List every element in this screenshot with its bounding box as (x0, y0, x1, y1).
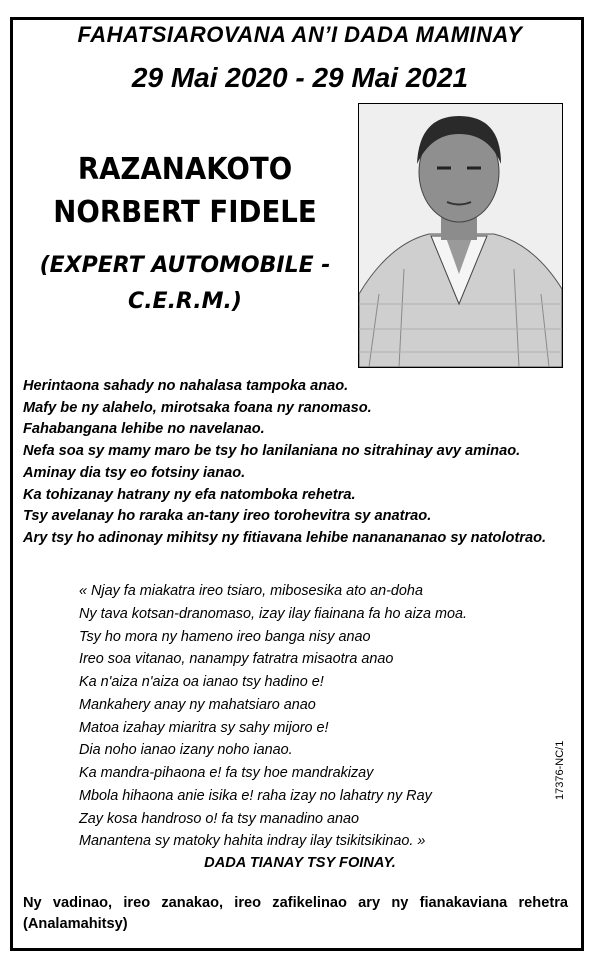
name-line-2: NORBERT FIDELE (53, 195, 317, 230)
poem-line: Mankahery anay ny mahatsiaro anao (79, 696, 316, 713)
deceased-name (33, 148, 337, 234)
intro-line: Tsy avelanay ho raraka an-tany ireo torohevitra sy anatrao. (23, 508, 432, 525)
poem-line: Zay kosa handroso o! fa tsy manadino anao (79, 810, 359, 827)
portrait-icon (359, 104, 562, 367)
poem-line: « Njay fa miakatra ireo tsiaro, mibosesika ato an-doha (79, 583, 423, 599)
portrait-photo (358, 103, 563, 368)
notice-dates: 29 Mai 2020 - 29 Mai 2021 (131, 62, 469, 93)
reference-code: 17376-NC/1 (554, 740, 566, 800)
intro-text (23, 376, 583, 550)
name-line-1: RAZANAKOTO (77, 152, 293, 187)
intro-line: Nefa soa sy mamy maro be tsy ho lanilaniana no sitrahinay avy aminao. (23, 443, 521, 460)
family-signature: Ny vadinao, ireo zanakao, ireo zafikelinao ary ny fianakaviana rehetra (Analamahitsy) (23, 895, 568, 932)
poem-line: Matoa izahay miaritra sy sahy mijoro e! (79, 719, 329, 736)
poem-line: Dia noho ianao izany noho ianao. (79, 742, 293, 759)
poem-line: Ka n'aiza n'aiza oa ianao tsy hadino e! (79, 674, 324, 690)
notice-title: FAHATSIAROVANA AN’I DADA MAMINAY (0, 22, 600, 48)
poem-line: Tsy ho mora ny hameno ireo banga nisy anao (79, 628, 371, 645)
intro-line: Fahabangana lehibe no navelanao. (23, 421, 265, 438)
poem (79, 580, 539, 853)
poem-line: Mbola hihaona anie isika e! raha izay no lahatry ny Ray (79, 787, 432, 804)
poem-line: Ny tava kotsan-dranomaso, izay ilay fiainana fa ho aiza moa. (79, 605, 467, 622)
poem-line: Ireo soa vitanao, nanampy fatratra misaotra anao (79, 651, 394, 668)
intro-line: Ary tsy ho adinonay mihitsy ny fitiavana lehibe nananananao sy natolotrao. (23, 529, 547, 546)
intro-line: Ka tohizanay hatrany ny efa natomboka rehetra. (23, 486, 356, 503)
intro-line: Mafy be ny alahelo, mirotsaka foana ny ranomaso. (23, 399, 372, 416)
closing-line: DADA TIANAY TSY FOINAY. (204, 855, 396, 871)
deceased-role (20, 248, 350, 320)
poem-line: Ka mandra-pihaona e! fa tsy hoe mandrakizay (79, 765, 374, 781)
role-line-1: (EXPERT AUTOMOBILE - (39, 253, 331, 278)
poem-line: Manantena sy matoky hahita indray ilay tsikitsikinao. » (79, 833, 426, 850)
intro-line: Aminay dia tsy eo fotsiny ianao. (23, 464, 246, 481)
role-line-2: C.E.R.M.) (128, 289, 242, 314)
intro-line: Herintaona sahady no nahalasa tampoka anao. (23, 378, 349, 394)
